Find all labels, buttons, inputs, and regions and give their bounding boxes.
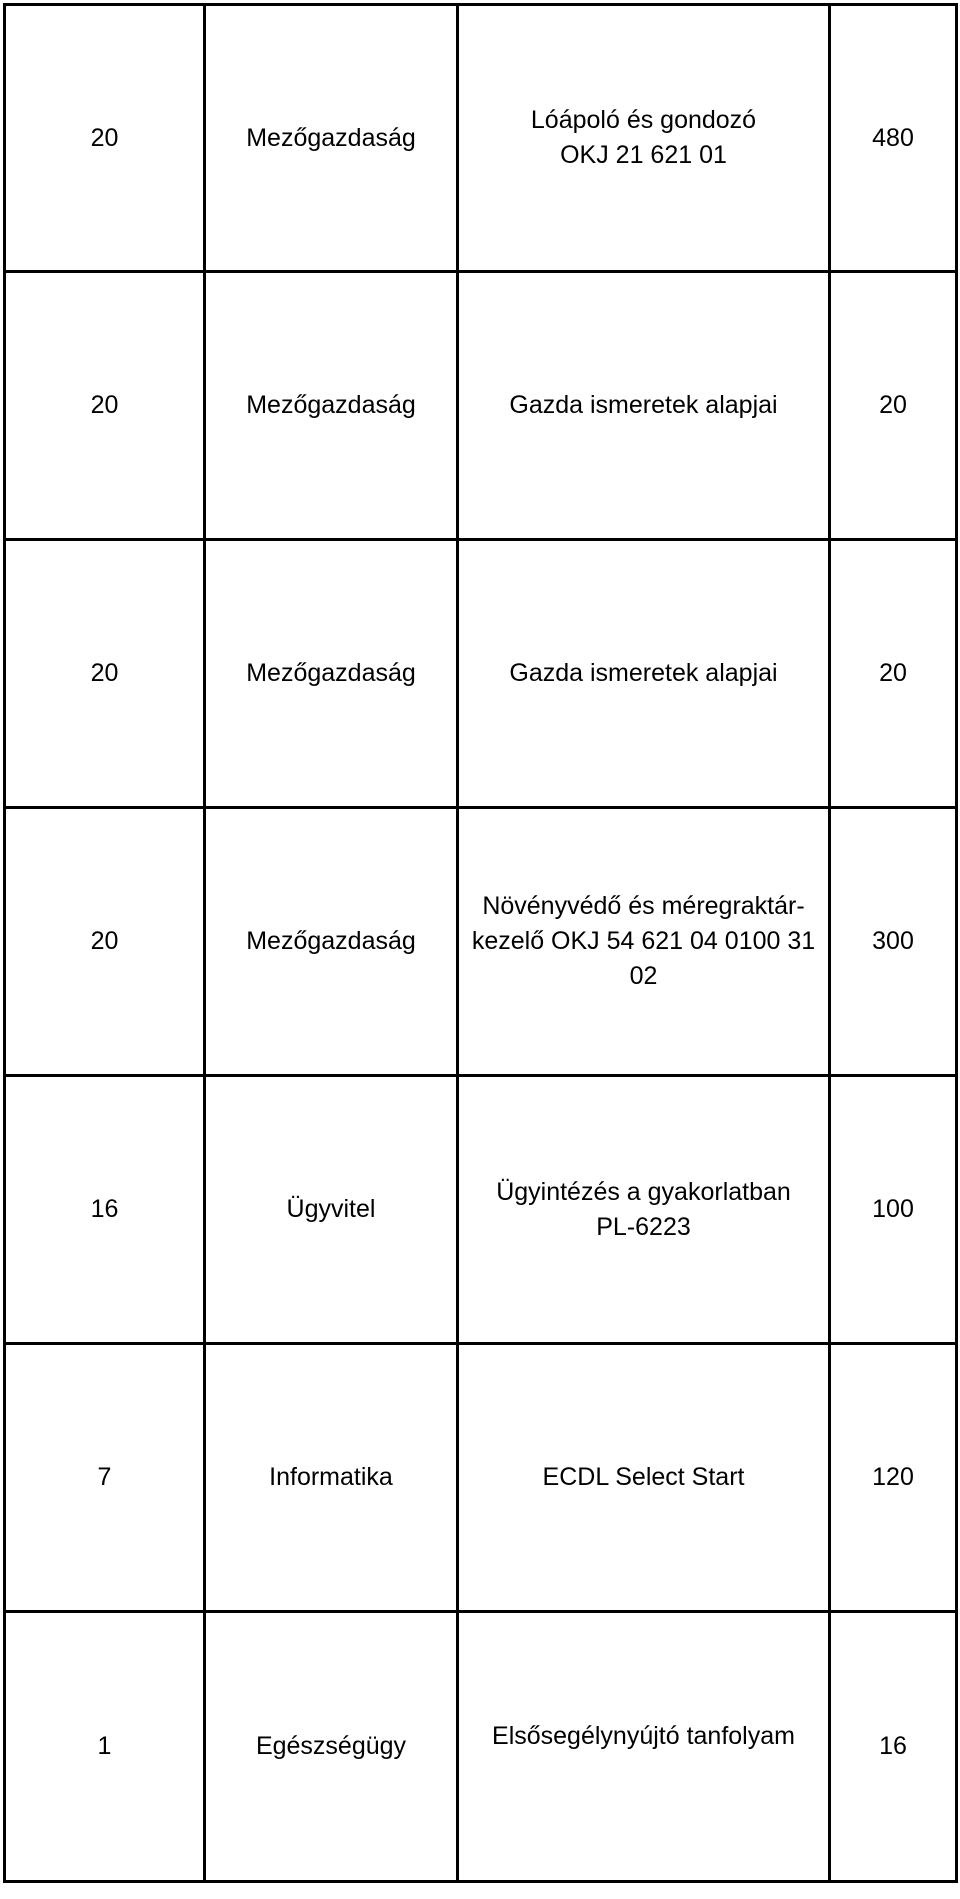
table-cell-course: Gazda ismeretek alapjai: [509, 659, 778, 687]
table-cell-hours: 20: [879, 391, 907, 419]
table-horizontal-border: [3, 3, 958, 6]
table-horizontal-border: [3, 1610, 958, 1613]
table-horizontal-border: [3, 1074, 958, 1077]
table-cell-course: Lóápoló és gondozó OKJ 21 621 01: [530, 106, 757, 169]
table-cell-count: 20: [90, 123, 119, 152]
table-cell-course: ECDL Select Start: [542, 1463, 745, 1491]
table-vertical-border: [3, 3, 6, 1883]
table-cell-count: 20: [90, 659, 119, 687]
table-cell-count: 20: [90, 391, 119, 419]
table-vertical-border: [828, 3, 831, 1883]
table-cell-hours: 16: [879, 1732, 907, 1760]
table-horizontal-border: [3, 806, 958, 809]
table-cell-count: 1: [97, 1732, 112, 1760]
table-cell-count: 7: [97, 1463, 112, 1491]
table-horizontal-border: [3, 538, 958, 541]
table-cell-course: Ügyintézés a gyakorlatban PL-6223: [496, 1177, 791, 1241]
table-cell-course: Növényvédő és méregraktár- kezelő OKJ 54 621 04 0100 31 02: [471, 892, 816, 990]
table-cell-field: Mezőgazdaság: [246, 659, 416, 687]
table-cell-hours: 480: [872, 123, 914, 152]
table-cell-field: Egészségügy: [255, 1732, 407, 1760]
table-cell-course: Gazda ismeretek alapjai: [509, 391, 778, 419]
table-cell-hours: 300: [872, 927, 914, 955]
table-vertical-border: [456, 3, 459, 1883]
table-cell-field: Mezőgazdaság: [246, 391, 416, 419]
table-vertical-border: [203, 3, 206, 1883]
table-cell-field: Informatika: [269, 1463, 393, 1491]
table-cell-field: Mezőgazdaság: [246, 123, 416, 152]
table-horizontal-border: [3, 1880, 958, 1883]
table-cell-hours: 20: [879, 659, 907, 687]
table-cell-course: Elsősegélynyújtó tanfolyam: [492, 1722, 795, 1750]
table-cell-field: Mezőgazdaság: [246, 927, 416, 955]
table-cell-hours: 120: [872, 1463, 914, 1491]
table-cell-count: 16: [90, 1195, 119, 1223]
table-horizontal-border: [3, 1342, 958, 1345]
table-cell-count: 20: [90, 927, 119, 955]
table-vertical-border: [955, 3, 958, 1883]
table-cell-field: Ügyvitel: [286, 1195, 376, 1223]
table-cell-hours: 100: [872, 1195, 914, 1223]
table-horizontal-border: [3, 270, 958, 273]
